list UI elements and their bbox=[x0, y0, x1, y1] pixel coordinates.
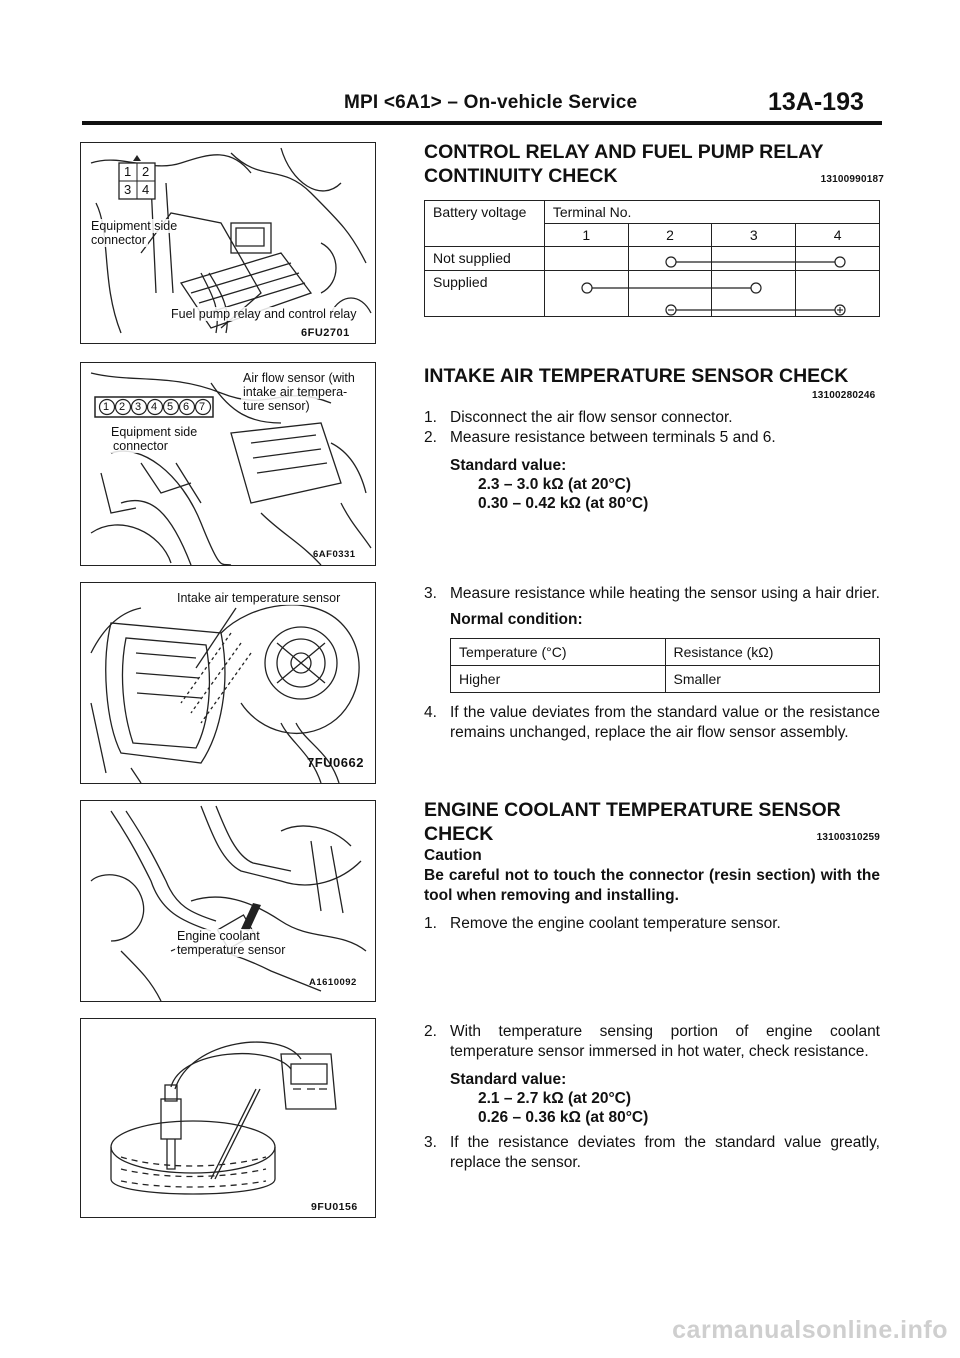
page-header-title: MPI <6A1> – On-vehicle Service bbox=[344, 92, 638, 113]
pin-6: 6 bbox=[183, 401, 190, 413]
terminal-1: 1 bbox=[544, 224, 628, 247]
hair-drier-illustration bbox=[81, 583, 375, 783]
label-fuel-pump-relay: Fuel pump relay and control relay bbox=[171, 307, 357, 321]
label-air-flow-sensor-3: ture sensor) bbox=[243, 399, 310, 413]
step-number: 2. bbox=[424, 429, 437, 446]
iat-check-title: INTAKE AIR TEMPERATURE SENSOR CHECK bbox=[424, 365, 849, 387]
label-connector: connector bbox=[91, 233, 146, 247]
ect-check-title-line1: ENGINE COOLANT TEMPERATURE SENSOR bbox=[424, 799, 841, 821]
pin-3: 3 bbox=[124, 182, 132, 197]
ect-check-title bbox=[424, 798, 880, 850]
pin-1: 1 bbox=[103, 401, 110, 413]
continuity-node-icon bbox=[835, 257, 845, 267]
ect-caution-text: Be careful not to touch the connector (resin section) with the tool when removing and installing. bbox=[424, 867, 880, 904]
ect-standard-value-80c: 0.26 – 0.36 kΩ (at 80°C) bbox=[478, 1109, 649, 1126]
ect-steps-2-3 bbox=[424, 1022, 880, 1173]
header-resistance: Resistance (kΩ) bbox=[665, 639, 880, 666]
step-number: 2. bbox=[424, 1023, 437, 1040]
continuity-symbols bbox=[424, 200, 884, 330]
ect-sensor-location-illustration bbox=[81, 801, 375, 1001]
figure-code: 6AF0331 bbox=[313, 549, 356, 560]
step-number: 4. bbox=[424, 704, 437, 721]
figure-heating-sensor bbox=[80, 582, 376, 784]
terminal-4: 4 bbox=[796, 224, 880, 247]
cell-higher: Higher bbox=[451, 666, 666, 693]
continuity-node-icon bbox=[751, 283, 761, 293]
iat-step-3: Measure resistance while heating the sensor using a hair drier. bbox=[450, 585, 880, 602]
figure-air-flow-sensor bbox=[80, 362, 376, 566]
label-connector: connector bbox=[113, 439, 168, 453]
step-number: 1. bbox=[424, 915, 437, 932]
ect-check-code: 13100310259 bbox=[816, 832, 880, 843]
iat-step-1: Disconnect the air flow sensor connector. bbox=[450, 409, 733, 426]
hot-water-check-illustration bbox=[81, 1019, 375, 1217]
iat-check-code: 13100280246 bbox=[812, 390, 876, 401]
figure-relay-location bbox=[80, 142, 376, 344]
row-supplied: Supplied bbox=[425, 271, 545, 317]
relay-check-title-line1: CONTROL RELAY AND FUEL PUMP RELAY bbox=[424, 141, 824, 163]
iat-steps-1-2 bbox=[424, 408, 880, 513]
iat-standard-value-20c: 2.3 – 3.0 kΩ (at 20°C) bbox=[478, 476, 632, 493]
figure-code: A1610092 bbox=[309, 977, 357, 988]
pin-7: 7 bbox=[199, 401, 206, 413]
ect-step-2: With temperature sensing portion of engine coolant temperature sensor immersed in hot water, check resistance. bbox=[450, 1023, 880, 1060]
header-terminal-no: Terminal No. bbox=[544, 201, 879, 224]
iat-steps-3-4 bbox=[424, 584, 880, 743]
header-temperature: Temperature (°C) bbox=[451, 639, 666, 666]
iat-step-2: Measure resistance between terminals 5 and 6. bbox=[450, 429, 776, 446]
iat-standard-value-80c: 0.30 – 0.42 kΩ (at 80°C) bbox=[478, 495, 649, 512]
pin-4: 4 bbox=[151, 401, 158, 413]
label-intake-air-temperature-sensor: Intake air temperature sensor bbox=[177, 591, 341, 605]
label-temperature-sensor: temperature sensor bbox=[177, 943, 286, 957]
pin-2: 2 bbox=[142, 164, 150, 179]
label-air-flow-sensor-2: intake air tempera- bbox=[243, 385, 348, 399]
step-number: 1. bbox=[424, 409, 437, 426]
continuity-node-icon bbox=[666, 257, 676, 267]
ect-caution-label: Caution bbox=[424, 847, 482, 864]
pin-2: 2 bbox=[119, 401, 126, 413]
label-equipment-side: Equipment side bbox=[91, 219, 178, 233]
relay-check-title-line2: CONTINUITY CHECK bbox=[424, 165, 618, 187]
ect-standard-value-20c: 2.1 – 2.7 kΩ (at 20°C) bbox=[478, 1090, 632, 1107]
pin-3: 3 bbox=[135, 401, 142, 413]
iat-standard-label: Standard value: bbox=[450, 457, 567, 474]
header-battery-voltage: Battery voltage bbox=[425, 201, 545, 247]
pin-4: 4 bbox=[142, 182, 150, 197]
ect-step-1: Remove the engine coolant temperature sensor. bbox=[450, 915, 781, 932]
label-engine-coolant: Engine coolant bbox=[177, 929, 260, 943]
figure-code: 7FU0662 bbox=[307, 755, 364, 770]
step-number: 3. bbox=[424, 1134, 437, 1151]
figure-code: 6FU2701 bbox=[301, 327, 350, 339]
row-not-supplied: Not supplied bbox=[425, 247, 545, 271]
figure-ect-sensor-hot-water bbox=[80, 1018, 376, 1218]
figure-ect-sensor-location bbox=[80, 800, 376, 1002]
watermark: carmanualsonline.info bbox=[672, 1316, 948, 1344]
header-rule bbox=[82, 121, 882, 125]
label-air-flow-sensor-1: Air flow sensor (with bbox=[243, 371, 355, 385]
cell-smaller: Smaller bbox=[665, 666, 880, 693]
relay-check-title bbox=[424, 140, 884, 192]
continuity-node-icon bbox=[582, 283, 592, 293]
iat-normal-condition-label: Normal condition: bbox=[450, 611, 583, 628]
page-number: 13A-193 bbox=[768, 88, 864, 116]
pin-5: 5 bbox=[167, 401, 174, 413]
step-number: 3. bbox=[424, 585, 437, 602]
ect-caution bbox=[424, 846, 880, 934]
iat-step-4: If the value deviates from the standard value or the resistance remains unchanged, replace the air flow sensor assembly. bbox=[450, 704, 880, 741]
ect-step-3: If the resistance deviates from the standard value greatly, replace the sensor. bbox=[450, 1134, 880, 1171]
connector-key-icon bbox=[133, 155, 141, 161]
terminal-2: 2 bbox=[628, 224, 712, 247]
relay-check-code: 13100990187 bbox=[820, 174, 884, 185]
figure-code: 9FU0156 bbox=[311, 1201, 358, 1213]
terminal-3: 3 bbox=[712, 224, 796, 247]
label-equipment-side: Equipment side bbox=[111, 425, 198, 439]
ect-check-title-line2: CHECK bbox=[424, 823, 494, 845]
iat-normal-condition-table bbox=[450, 638, 880, 693]
ect-standard-label: Standard value: bbox=[450, 1071, 567, 1088]
pin-1: 1 bbox=[124, 164, 132, 179]
